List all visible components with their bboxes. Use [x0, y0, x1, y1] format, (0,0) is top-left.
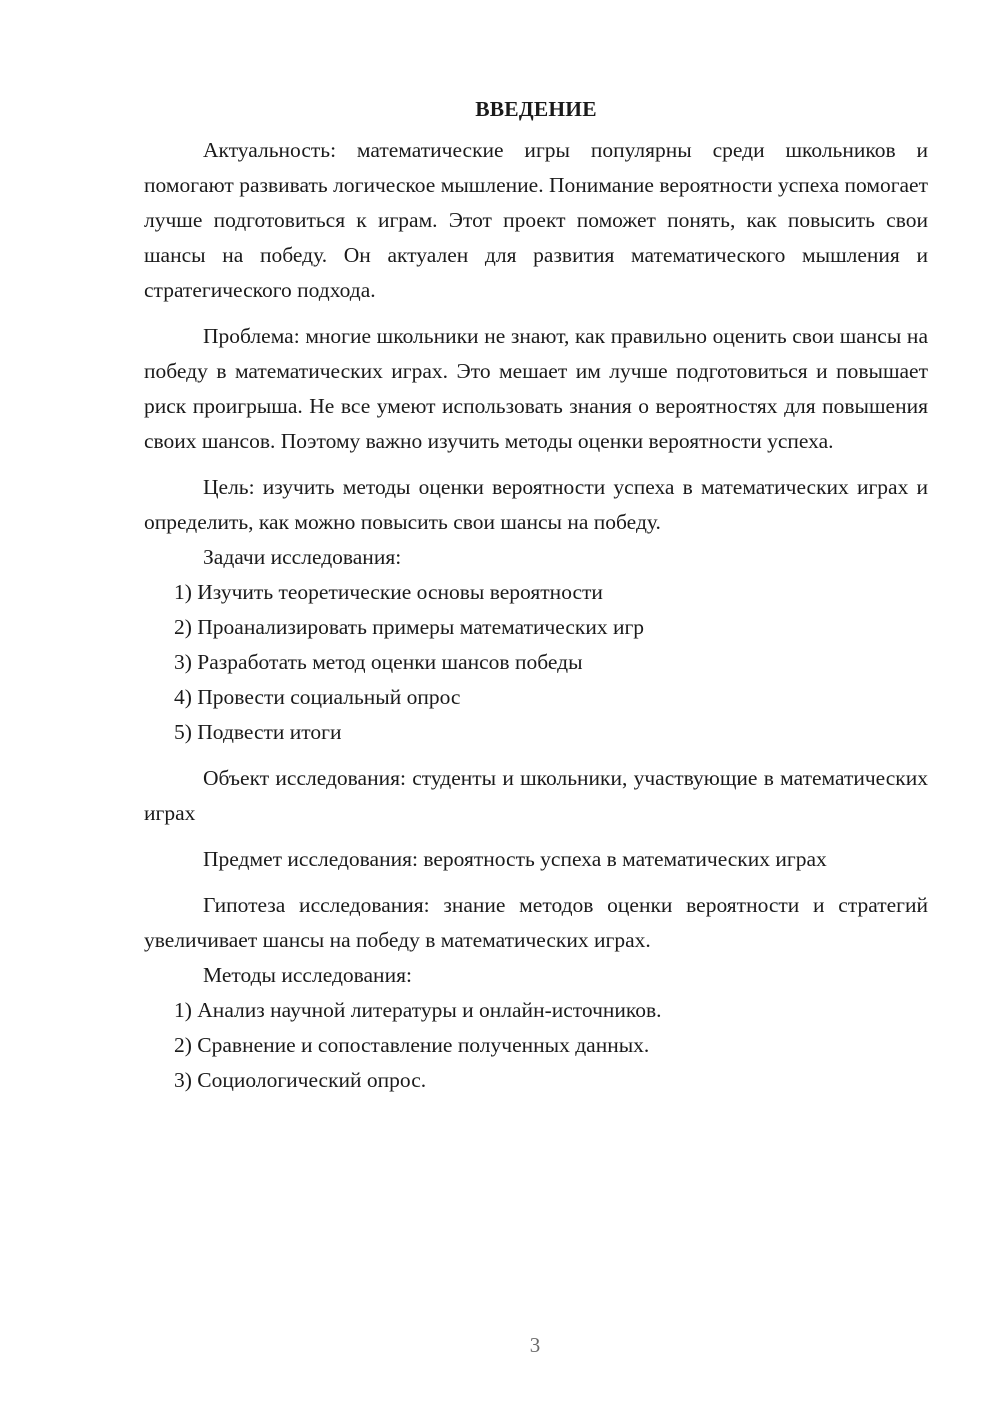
- task-item-1: 1) Изучить теоретические основы вероятности: [174, 580, 603, 604]
- page-title: ВВЕДЕНИЕ: [475, 97, 597, 121]
- paragraph-goal: Цель: изучить методы оценки вероятности успеха в математических играх и определить, как можно повысить свои шансы на победу.: [144, 475, 928, 534]
- paragraph-problem: Проблема: многие школьники не знают, как правильно оценить свои шансы на победу в математических играх. Это мешает им лучше подготовиться и повышает риск проигрыша. Не все умеют использовать знания о вероятностях для повышения своих шансов. Поэтому важно изучить методы оценки вероятности успеха.: [144, 324, 928, 453]
- task-item-2: 2) Проанализировать примеры математических игр: [174, 615, 645, 639]
- method-item-2: 2) Сравнение и сопоставление полученных данных.: [174, 1033, 650, 1057]
- task-item-3: 3) Разработать метод оценки шансов победы: [174, 650, 583, 674]
- task-item-4: 4) Провести социальный опрос: [174, 685, 461, 709]
- paragraph-subject: Предмет исследования: вероятность успеха в математических играх: [203, 847, 827, 871]
- tasks-heading: Задачи исследования:: [203, 545, 402, 569]
- method-item-3: 3) Социологический опрос.: [174, 1068, 427, 1092]
- task-item-5: 5) Подвести итоги: [174, 720, 342, 744]
- page-number: 3: [529, 1333, 541, 1357]
- method-item-1: 1) Анализ научной литературы и онлайн-источников.: [174, 998, 662, 1022]
- page-content: [144, 92, 928, 1098]
- paragraph-object: Объект исследования: студенты и школьники, участвующие в математических играх: [144, 766, 928, 825]
- paragraph-relevance: Актуальность: математические игры популярны среди школьников и помогают развивать логическое мышление. Понимание вероятности успеха помогает лучше подготовиться к играм. Этот проект поможет понять, как повысить свои шансы на победу. Он актуален для развития математического мышления и стратегического подхода.: [144, 138, 928, 302]
- methods-heading: Методы исследования:: [203, 963, 412, 987]
- paragraph-hypothesis: Гипотеза исследования: знание методов оценки вероятности и стратегий увеличивает шансы на победу в математических играх.: [144, 893, 928, 952]
